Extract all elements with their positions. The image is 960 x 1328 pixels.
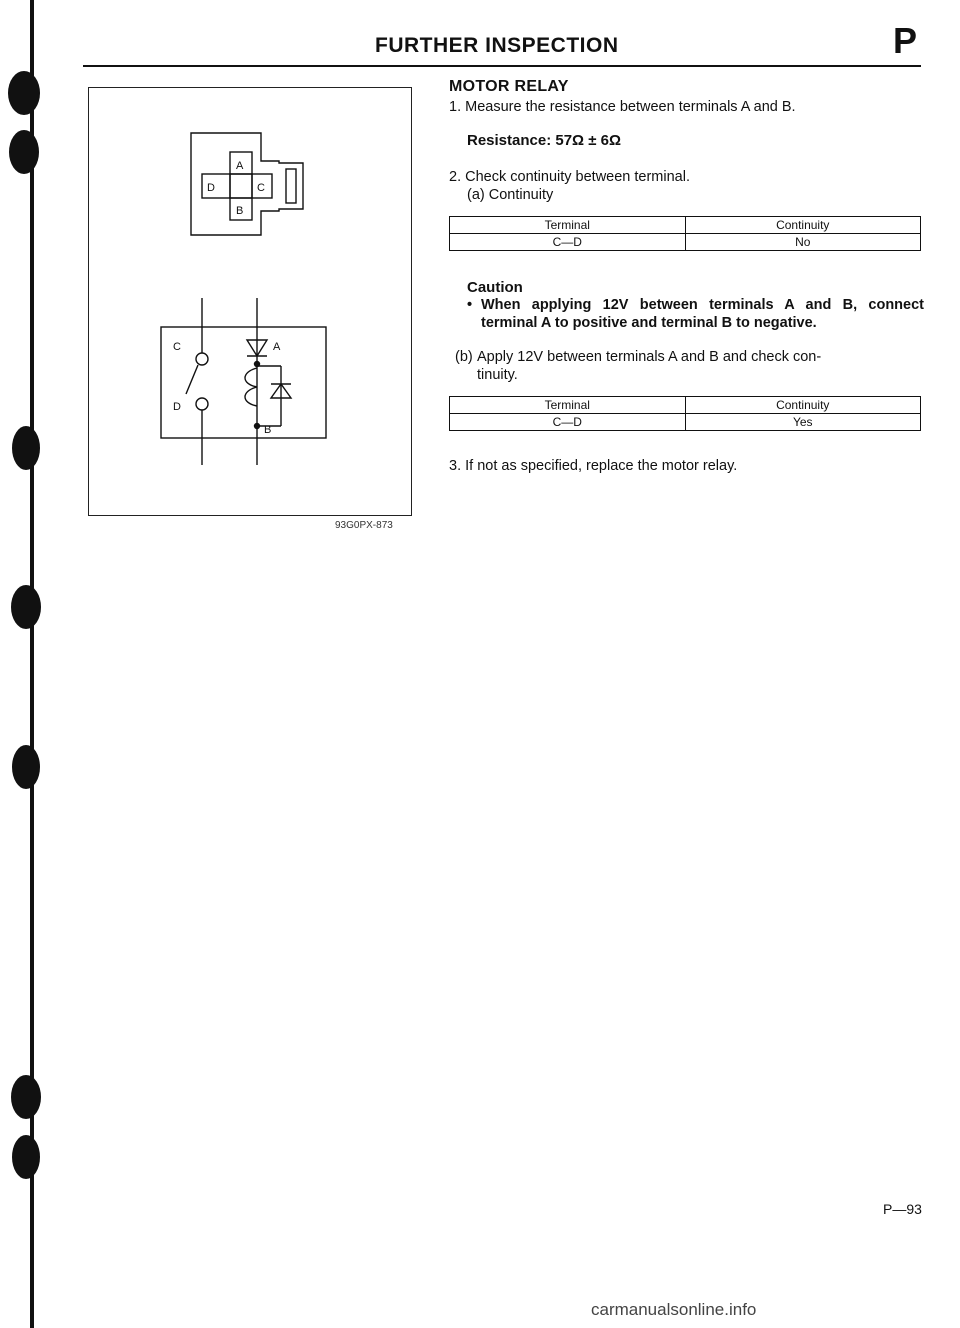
table-cell-terminal: C—D	[450, 234, 686, 251]
connector-label-b: B	[236, 205, 244, 217]
caution-item	[467, 296, 924, 332]
section-title: MOTOR RELAY	[449, 78, 569, 95]
table-cell-continuity: No	[685, 234, 921, 251]
caution-text: When applying 12V between terminals A and B, connect terminal A to positive and terminal B to negative.	[481, 297, 924, 331]
table-header-terminal: Terminal	[450, 217, 686, 234]
circuit-label-c: C	[173, 341, 181, 353]
section-letter: P	[893, 20, 918, 61]
watermark: carmanualsonline.info	[591, 1300, 757, 1319]
table-header-continuity: Continuity	[685, 397, 921, 414]
circuit-label-b: B	[264, 424, 272, 436]
binding-edge	[0, 0, 60, 1328]
step-3: 3. If not as specified, replace the motor relay.	[449, 458, 738, 474]
circuit-label-d: D	[173, 401, 181, 413]
punch-hole	[11, 1075, 41, 1119]
punch-hole	[11, 585, 41, 629]
bullet: •	[467, 297, 473, 313]
punch-hole	[12, 426, 40, 470]
table-header-terminal: Terminal	[450, 397, 686, 414]
punch-hole	[12, 745, 40, 789]
step-2b	[455, 348, 924, 384]
header-rule	[83, 65, 921, 67]
relay-figure	[88, 87, 412, 516]
resistance-spec: Resistance: 57Ω ± 6Ω	[467, 132, 622, 149]
punch-hole	[12, 1135, 40, 1179]
step-1: 1. Measure the resistance between terminals A and B.	[449, 99, 796, 115]
figure-code: 93G0PX-873	[335, 520, 393, 531]
caution-block	[467, 279, 924, 332]
connector-label-a: A	[236, 160, 244, 172]
table-header-row	[450, 397, 921, 414]
continuity-table-2	[449, 396, 921, 431]
step-2: 2. Check continuity between terminal.	[449, 169, 690, 185]
table-cell-continuity: Yes	[685, 414, 921, 431]
punch-hole	[8, 71, 40, 115]
step-2b-continued: tinuity.	[477, 367, 518, 383]
relay-diagram	[89, 88, 411, 515]
caution-title: Caution	[467, 279, 523, 296]
content-column	[449, 78, 924, 475]
page-title: FURTHER INSPECTION	[375, 34, 619, 57]
connector-label-c: C	[257, 182, 265, 194]
continuity-table-1	[449, 216, 921, 251]
punch-hole	[9, 130, 39, 174]
table-header-row	[450, 217, 921, 234]
table-cell-terminal: C—D	[450, 414, 686, 431]
page-number: P—93	[883, 1201, 922, 1217]
table-row	[450, 414, 921, 431]
step-2a: (a) Continuity	[467, 187, 554, 203]
circuit-label-a: A	[273, 341, 281, 353]
circuit-diagram	[161, 298, 326, 465]
table-header-continuity: Continuity	[685, 217, 921, 234]
connector-diagram	[191, 133, 303, 235]
step-2b-text: Apply 12V between terminals A and B and check con-	[477, 349, 822, 365]
table-row	[450, 234, 921, 251]
connector-label-d: D	[207, 182, 215, 194]
step-2b-label: (b)	[455, 349, 473, 365]
